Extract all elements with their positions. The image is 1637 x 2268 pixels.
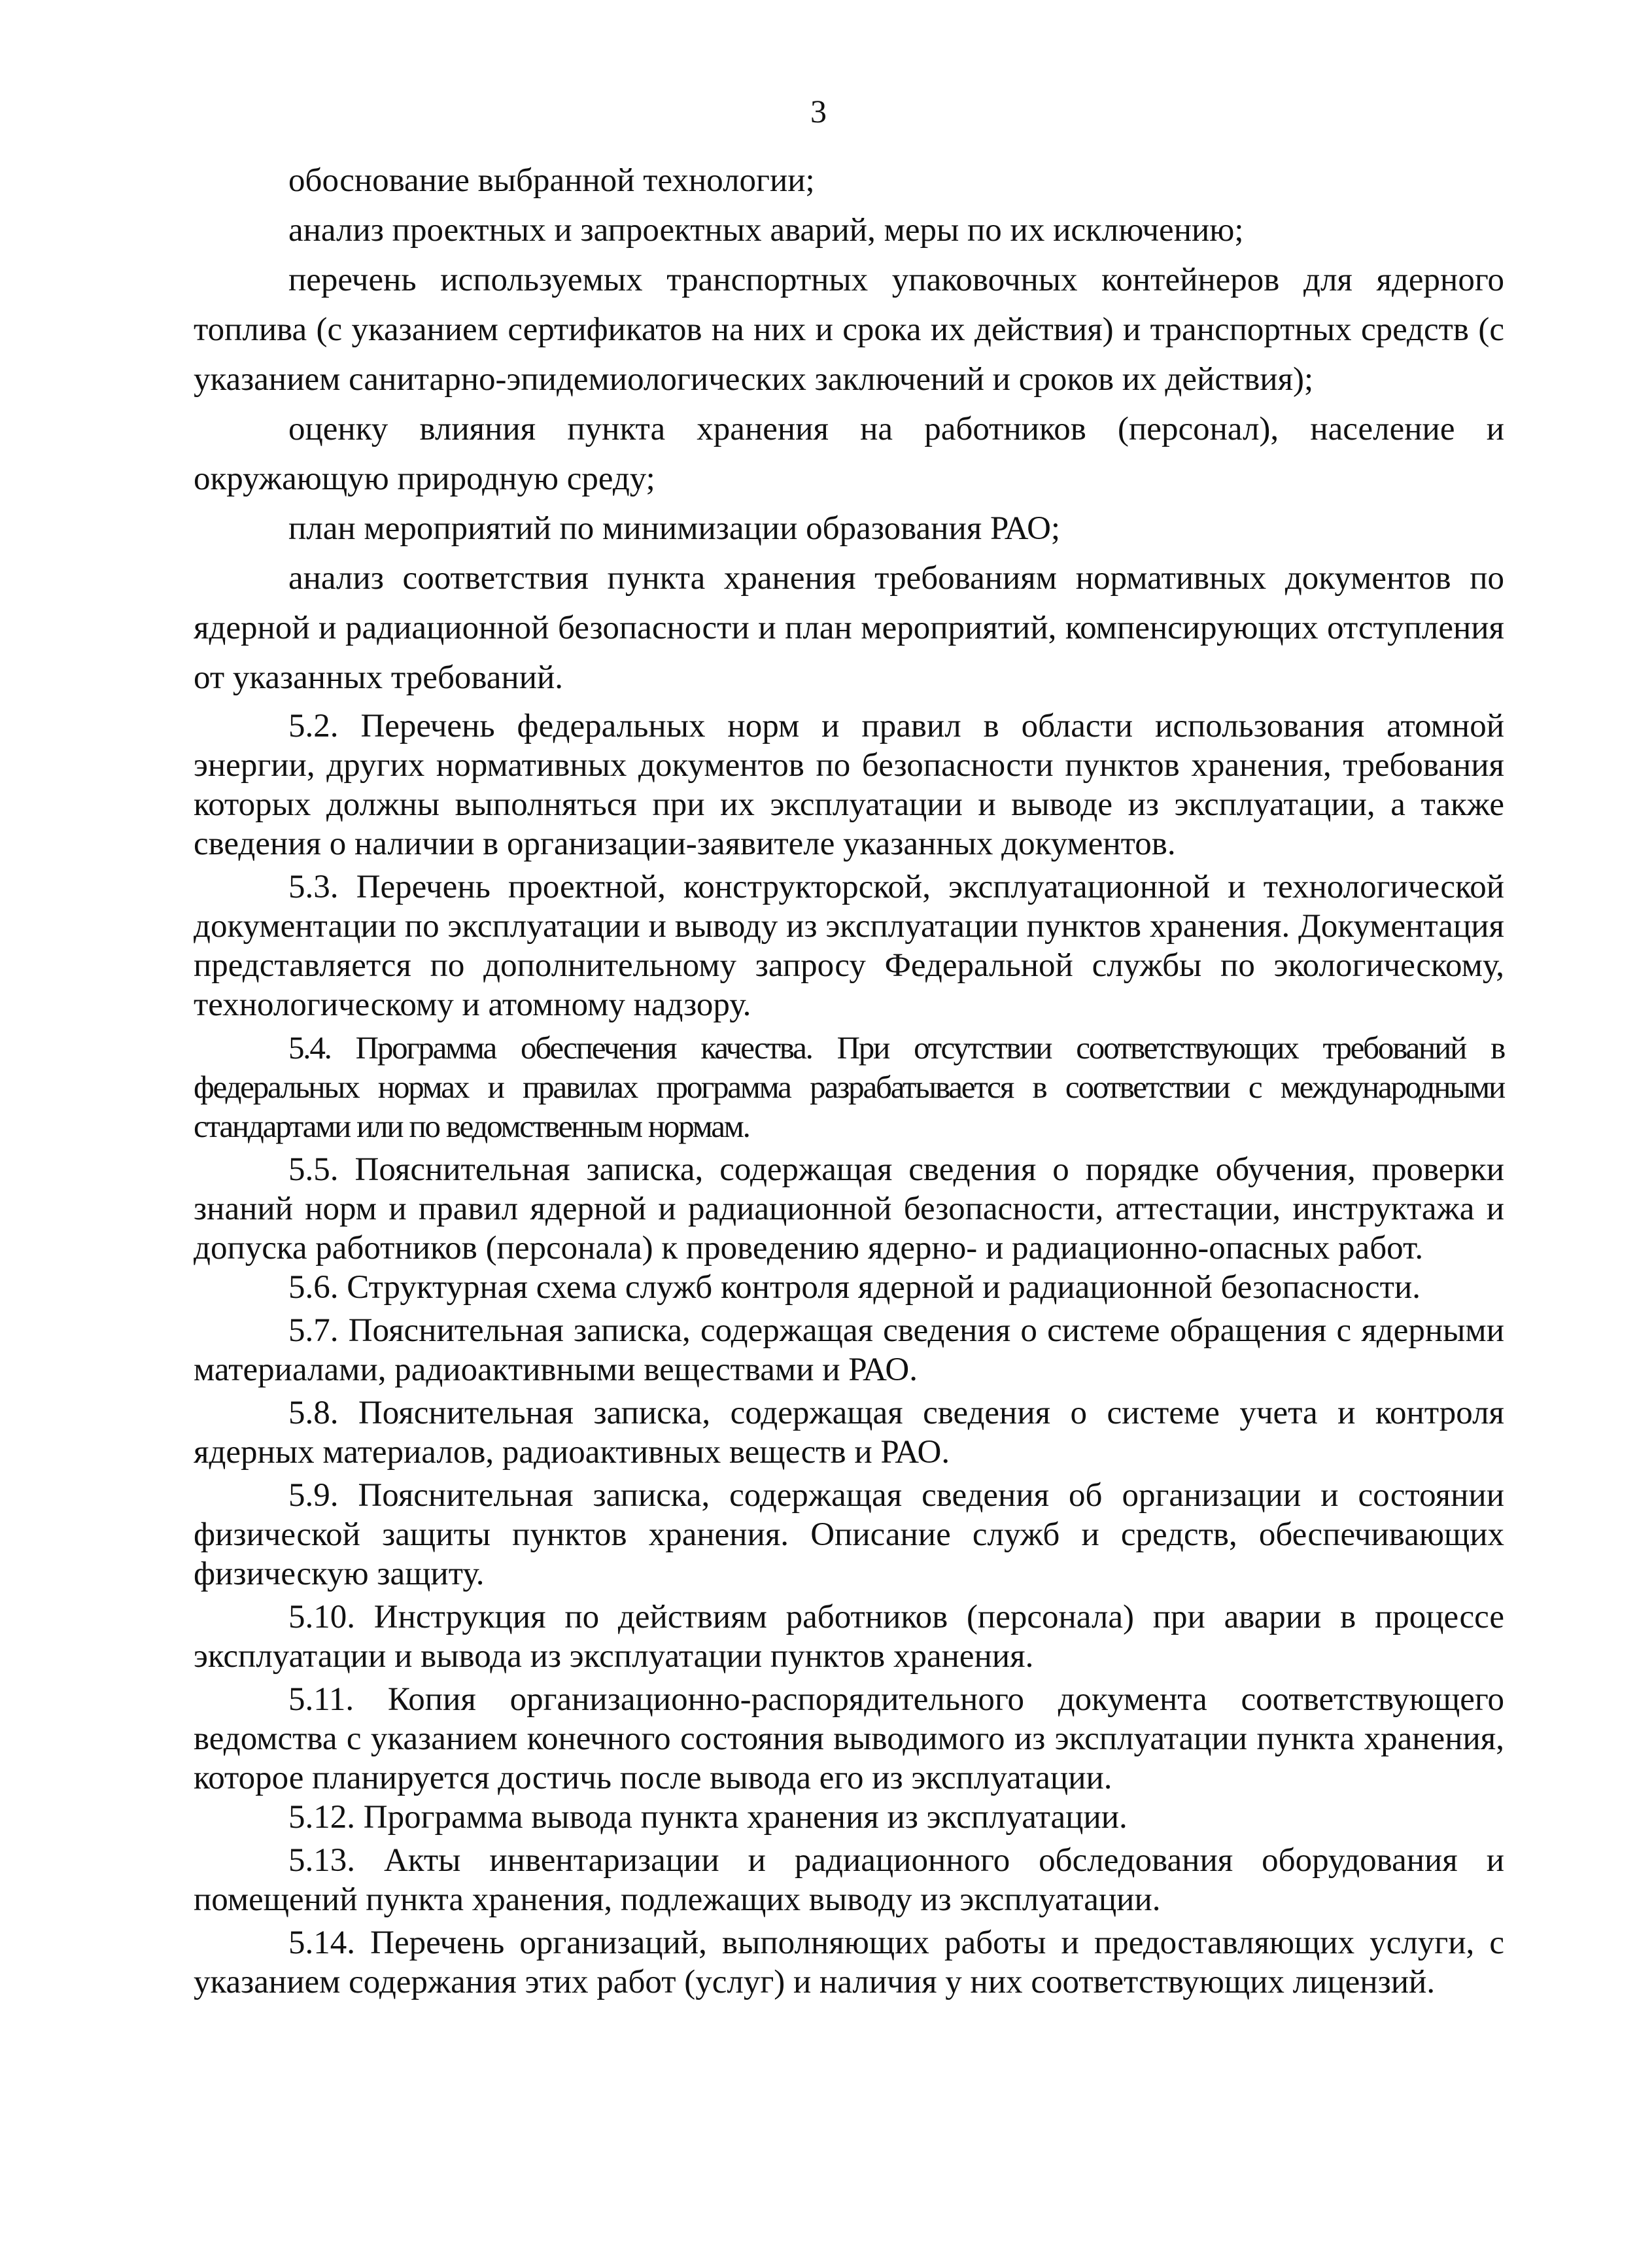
paragraph-5-12: 5.12. Программа вывода пункта хранения из эксплуатации. (288, 1799, 1128, 1836)
paragraph-rao-minimization: план мероприятий по минимизации образования РАО; (288, 510, 1061, 547)
paragraph-5-4: 5.4. Программа обеспечения качества. При отсутствии соответствующих требований в федеральных нормах и правилах программа разрабатывается в соответствии с международными стандартами или по ведомственным нормам. (194, 1030, 1504, 1144)
paragraph-transport-containers: перечень используемых транспортных упаковочных контейнеров для ядерного топлива (с указанием сертификатов на них и срока их действия) и транспортных средств (с указанием санитарно-эпидемиологических заключений и сроков их действия); (194, 262, 1504, 398)
paragraph-5-2: 5.2. Перечень федеральных норм и правил в области использования атомной энергии, других нормативных документов по безопасности пунктов хранения, требования которых должны выполняться при их эксплуатации и выводе из эксплуатации, а также сведения о наличии в организации-заявителе указанных документов. (194, 708, 1504, 862)
paragraph-impact-assessment: оценку влияния пункта хранения на работников (персонал), население и окружающую природную среду; (194, 411, 1504, 497)
document-body (194, 156, 1504, 2002)
paragraph-5-11: 5.11. Копия организационно-распорядительного документа соответствующего ведомства с указанием конечного состояния выводимого из эксплуатации пункта хранения, которое планируется достичь после вывода его из эксплуатации. (194, 1681, 1504, 1796)
paragraph-technology-justification: обоснование выбранной технологии; (288, 162, 815, 199)
paragraph-5-7: 5.7. Пояснительная записка, содержащая сведения о системе обращения с ядерными материалами, радиоактивными веществами и РАО. (194, 1312, 1504, 1388)
page-number: 3 (810, 93, 827, 130)
paragraph-5-9: 5.9. Пояснительная записка, содержащая сведения об организации и состоянии физической защиты пунктов хранения. Описание служб и средств, обеспечивающих физическую защиту. (194, 1477, 1504, 1592)
paragraph-5-10: 5.10. Инструкция по действиям работников (персонала) при аварии в процессе эксплуатации и вывода из эксплуатации пунктов хранения. (194, 1599, 1504, 1675)
paragraph-5-5: 5.5. Пояснительная записка, содержащая сведения о порядке обучения, проверки знаний норм и правил ядерной и радиационной безопасности, аттестации, инструктажа и допуска работников (персонала) к проведению ядерно- и радиационно-опасных работ. (194, 1151, 1504, 1266)
paragraph-5-13: 5.13. Акты инвентаризации и радиационного обследования оборудования и помещений пункта хранения, подлежащих выводу из эксплуатации. (194, 1842, 1504, 1918)
paragraph-compliance-analysis: анализ соответствия пункта хранения требованиям нормативных документов по ядерной и радиационной безопасности и план мероприятий, компенсирующих отступления от указанных требований. (194, 560, 1504, 696)
paragraph-accident-analysis: анализ проектных и запроектных аварий, меры по их исключению; (288, 212, 1244, 249)
paragraph-5-8: 5.8. Пояснительная записка, содержащая сведения о системе учета и контроля ядерных материалов, радиоактивных веществ и РАО. (194, 1395, 1504, 1471)
paragraph-5-14: 5.14. Перечень организаций, выполняющих работы и предоставляющих услуги, с указанием содержания этих работ (услуг) и наличия у них соответствующих лицензий. (194, 1925, 1504, 2000)
paragraph-5-3: 5.3. Перечень проектной, конструкторской, эксплуатационной и технологической документации по эксплуатации и выводу из эксплуатации пунктов хранения. Документация представляется по дополнительному запросу Федеральной службы по экологическому, технологическому и атомному надзору. (194, 869, 1504, 1023)
paragraph-5-6: 5.6. Структурная схема служб контроля ядерной и радиационной безопасности. (288, 1269, 1421, 1306)
